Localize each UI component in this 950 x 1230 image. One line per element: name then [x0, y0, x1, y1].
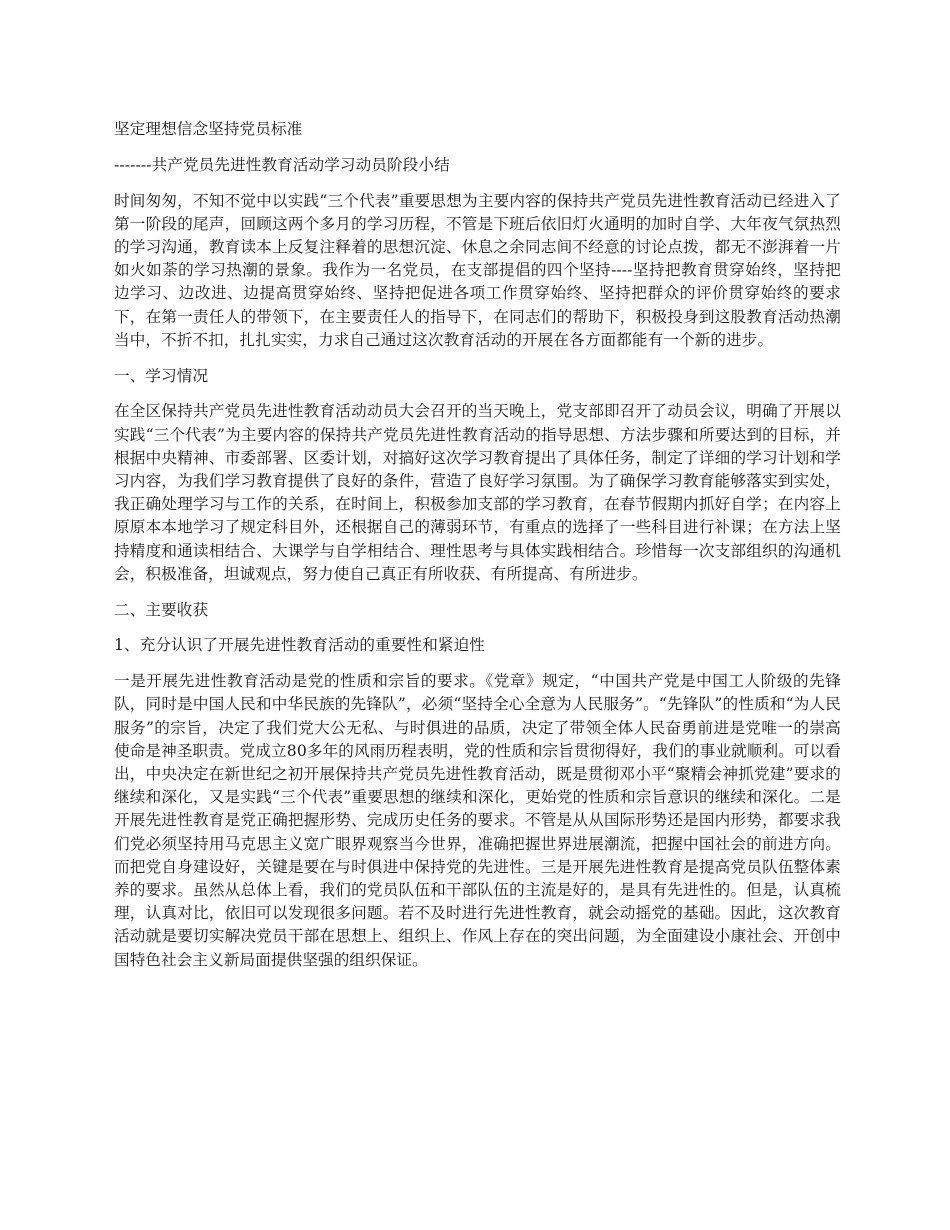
- document-subtitle: -------共产党员先进性教育活动学习动员阶段小结: [114, 155, 450, 174]
- section-heading-study: 一、学习情况: [114, 366, 209, 385]
- section-heading-gains: 二、主要收获: [114, 600, 209, 619]
- subsection-heading-importance: 1、充分认识了开展先进性教育活动的重要性和紧迫性: [114, 636, 485, 655]
- document-page: [114, 118, 841, 984]
- importance-paragraph: 一是开展先进性教育活动是党的性质和宗旨的要求。《党章》规定，“中国共产党是中国工人阶级的先锋队，同时是中国人民和中华民族的先锋队”，必须“坚持全心全意为人民服务”。“先锋队”的性质和“为人民服务”的宗旨，决定了我们党大公无私、与时俱进的品质，决定了带领全体人民奋勇前进是党唯一的崇高使命是神圣职责。党成立80多年的风雨历程表明，党的性质和宗旨贯彻得好，我们的事业就顺利。可以看出，中央决定在新世纪之初开展保持共产党员先进性教育活动，既是贯彻邓小平“聚精会神抓党建”要求的继续和深化，又是实践“三个代表”重要思想的继续和深化，更始党的性质和宗旨意识的继续和深化。二是开展先进性教育是党正确把握形势、完成历史任务的要求。不管是从从国际形势还是国内形势，都要求我们党必须坚持用马克思主义宽广眼界观察当今世界，准确把握世界进展潮流，把握中国社会的前进方向。而把党自身建设好，关键是要在与时俱进中保持党的先进性。三是开展先进性教育是提高党员队伍整体素养的要求。虽然从总体上看，我们的党员队伍和干部队伍的主流是好的，是具有先进性的。但是，认真梳理，认真对比，依旧可以发现很多问题。若不及时进行先进性教育，就会动摇党的基础。因此，这次教育活动就是要切实解决党员干部在思想上、组织上、作风上存在的突出问题，为全面建设小康社会、开创中国特色社会主义新局面提供坚强的组织保证。: [114, 672, 841, 969]
- intro-paragraph: 时间匆匆，不知不觉中以实践“三个代表”重要思想为主要内容的保持共产党员先进性教育活动已经进入了第一阶段的尾声，回顾这两个多月的学习历程，不管是下班后依旧灯火通明的加时自学、大年夜气氛热烈的学习沟通，教育读本上反复注释着的思想沉淀、休息之余同志间不经意的讨论点拨，都无不澎湃着一片如火如荼的学习热潮的景象。我作为一名党员，在支部提倡的四个坚持----坚持把教育贯穿始终，坚持把边学习、边改进、边提高贯穿始终、坚持把促进各项工作贯穿始终、坚持把群众的评价贯穿始终的要求下，在第一责任人的带领下，在主要责任人的指导下，在同志们的帮助下，积极投身到这股教育活动热潮当中，不折不扣，扎扎实实，力求自己通过这次教育活动的开展在各方面都能有一个新的进步。: [114, 191, 841, 349]
- document-title: 坚定理想信念坚持党员标准: [114, 120, 303, 138]
- study-paragraph: 在全区保持共产党员先进性教育活动动员大会召开的当天晚上，党支部即召开了动员会议，明确了开展以实践“三个代表”为主要内容的保持共产党员先进性教育活动的指导思想、方法步骤和所要达到的目标，并根据中央精神、市委部署、区委计划，对搞好这次学习教育提出了具体任务，制定了详细的学习计划和学习内容，为我们学习教育提供了良好的条件，营造了良好学习氛围。为了确保学习教育能够落实到实处，我正确处理学习与工作的关系，在时间上，积极参加支部的学习教育，在春节假期内抓好自学；在内容上原原本本地学习了规定科目外，还根据自己的薄弱环节，有重点的选择了一些科目进行补课；在方法上坚持精度和通读相结合、大课学与自学相结合、理性思考与具体实践相结合。珍惜每一次支部组织的沟通机会，积极准备，坦诚观点，努力使自己真正有所收获、有所提高、有所进步。: [114, 402, 841, 583]
